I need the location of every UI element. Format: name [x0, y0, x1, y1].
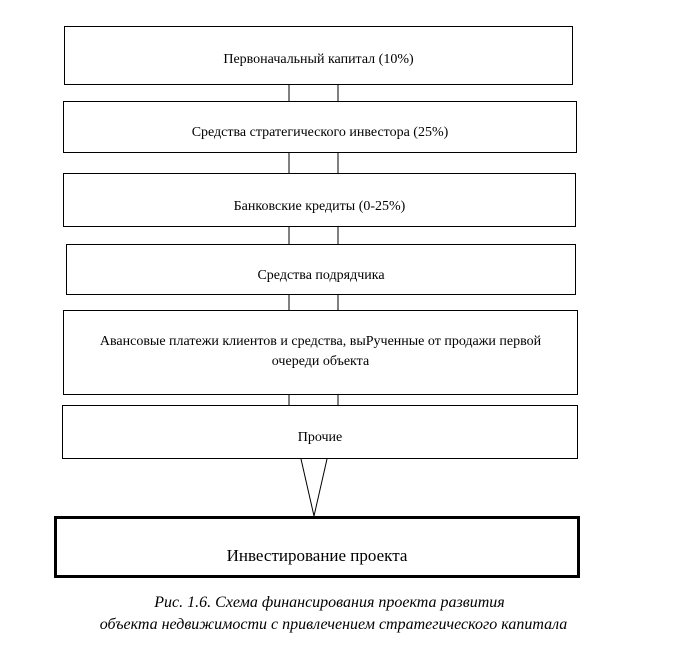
- box-bank-credits: [63, 173, 576, 227]
- caption-line-1: Рис. 1.6. Схема финансирования проекта развития: [154, 594, 505, 611]
- box-contractor-funds: [66, 244, 576, 295]
- box-advance-payments: [63, 310, 578, 395]
- box-other: [62, 405, 578, 459]
- box-advance-payments-label: Авансовые платежи клиентов и средства, выРученные от продажи первой очереди объекта: [99, 333, 542, 369]
- box-bank-credits-label: Банковские кредиты (0-25%): [233, 199, 406, 214]
- box-initial-capital: [64, 26, 573, 85]
- box-other-label: Прочие: [297, 430, 343, 445]
- box-contractor-funds-label: Средства подрядчика: [257, 267, 385, 283]
- caption-line-2: объекта недвижимости с привлечением стратегического капитала: [99, 616, 568, 633]
- box-strategic-investor: [63, 101, 577, 153]
- box-project-investment: [54, 516, 580, 578]
- box-initial-capital-label: Первоначальный капитал (10%): [223, 51, 414, 67]
- arrow-to-target: [301, 459, 327, 516]
- box-strategic-investor-label: Средства стратегического инвестора (25%): [191, 125, 449, 140]
- box-project-investment-label: Инвестирование проекта: [226, 546, 408, 565]
- figure-caption: [0, 592, 673, 636]
